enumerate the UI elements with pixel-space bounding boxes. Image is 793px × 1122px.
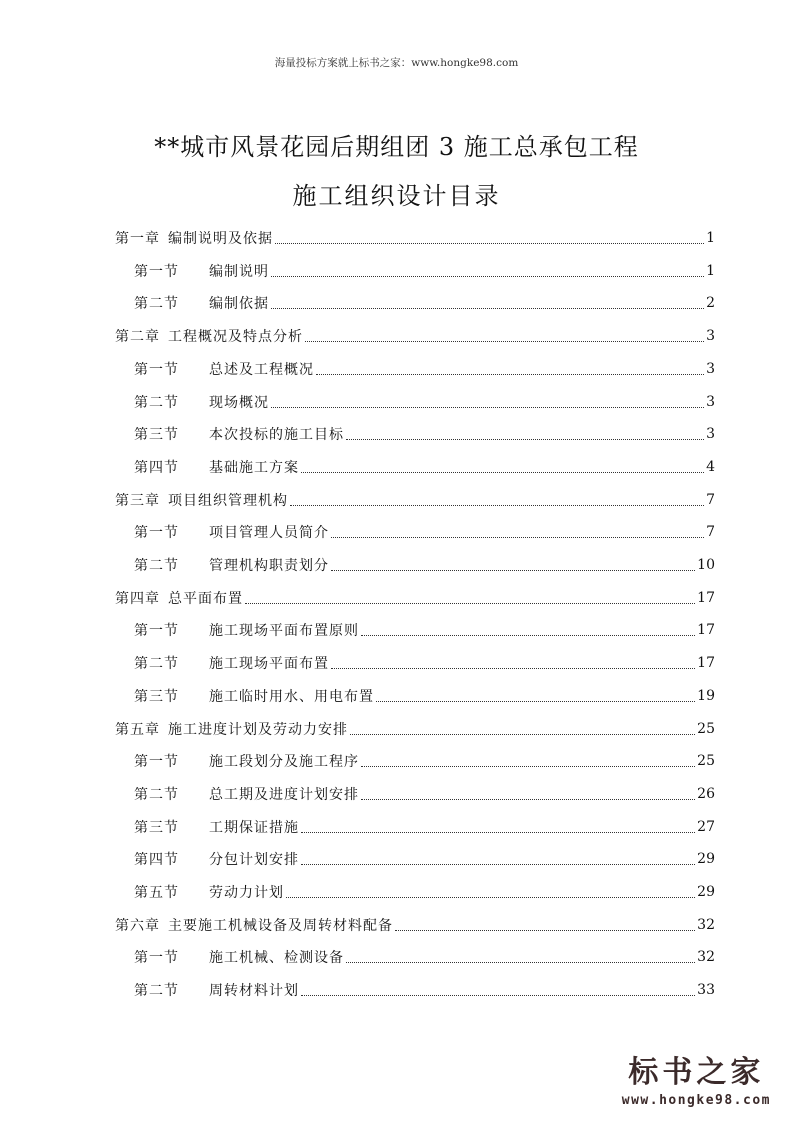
toc-page-number: 17: [697, 622, 715, 638]
toc-chapter-row[interactable]: [0, 321, 793, 351]
document-title: **城市风景花园后期组团 3 施工总承包工程: [154, 133, 639, 161]
toc-section-row[interactable]: [0, 844, 793, 874]
toc-entry-number: 第二节: [134, 395, 179, 411]
toc-entry-title: 施工进度计划及劳动力安排: [168, 722, 348, 738]
toc-section-row[interactable]: [0, 452, 793, 482]
toc-dot-leader: [346, 961, 695, 963]
toc-entry-label: [134, 751, 359, 771]
toc-page-number: 29: [697, 884, 715, 900]
toc-section-row[interactable]: [0, 746, 793, 776]
toc-entry-number: 第三节: [134, 689, 179, 705]
toc-page-number: 1: [706, 263, 715, 279]
toc-entry-number: 第一节: [134, 362, 179, 378]
toc-entry-label: [115, 490, 288, 510]
toc-dot-leader: [395, 929, 695, 931]
toc-entry-title: 分包计划安排: [209, 852, 299, 868]
toc-entry-title: 总平面布置: [168, 591, 243, 607]
toc-page-number: 25: [697, 721, 715, 737]
toc-entry-label: [134, 686, 374, 706]
brand-logo: [622, 1047, 771, 1108]
toc-entry-title: 编制依据: [209, 296, 269, 312]
toc-entry-title: 施工现场平面布置原则: [209, 623, 359, 639]
page-header: 海量投标方案就上标书之家：www.hongke98.com: [274, 57, 519, 69]
toc-page-number: 7: [706, 524, 715, 540]
toc-entry-number: 第一章: [115, 231, 160, 247]
toc-entry-label: [134, 424, 344, 444]
brand-url: www.hongke98.com: [621, 1093, 771, 1108]
toc-section-row[interactable]: [0, 288, 793, 318]
toc-dot-leader: [245, 602, 695, 604]
toc-entry-label: [134, 620, 359, 640]
toc-entry-number: 第五章: [115, 722, 160, 738]
toc-page-number: 1: [706, 230, 715, 246]
toc-page-number: 27: [697, 819, 715, 835]
toc-entry-number: 第二节: [134, 983, 179, 999]
toc-dot-leader: [331, 536, 704, 538]
toc-page-number: 3: [706, 394, 715, 410]
toc-dot-leader: [301, 831, 695, 833]
toc-entry-title: 工程概况及特点分析: [168, 329, 303, 345]
toc-section-row[interactable]: [0, 877, 793, 907]
toc-entry-number: 第四节: [134, 460, 179, 476]
toc-page-number: 4: [706, 459, 715, 475]
toc-entry-number: 第三章: [115, 493, 160, 509]
toc-entry-label: [115, 326, 303, 346]
toc-dot-leader: [275, 242, 704, 244]
toc-page-number: 32: [697, 917, 715, 933]
toc-dot-leader: [286, 896, 695, 898]
toc-entry-label: [134, 947, 344, 967]
toc-entry-number: 第三节: [134, 820, 179, 836]
toc-page-number: 3: [706, 361, 715, 377]
toc-entry-title: 总工期及进度计划安排: [209, 787, 359, 803]
toc-entry-label: [134, 980, 299, 1000]
toc-page-number: 26: [697, 786, 715, 802]
toc-section-row[interactable]: [0, 779, 793, 809]
toc-dot-leader: [376, 700, 695, 702]
toc-chapter-row[interactable]: [0, 714, 793, 744]
toc-dot-leader: [271, 307, 704, 309]
toc-entry-title: 工期保证措施: [209, 820, 299, 836]
toc-page-number: 17: [697, 590, 715, 606]
toc-entry-label: [115, 228, 273, 248]
toc-entry-label: [134, 293, 269, 313]
brand-name: 标书之家: [628, 1055, 765, 1090]
toc-entry-title: 施工临时用水、用电布置: [209, 689, 374, 705]
toc-page-number: 3: [706, 328, 715, 344]
toc-entry-label: [134, 849, 299, 869]
toc-dot-leader: [316, 373, 704, 375]
toc-chapter-row[interactable]: [0, 583, 793, 613]
toc-section-row[interactable]: [0, 648, 793, 678]
toc-page-number: 19: [697, 688, 715, 704]
toc-chapter-row[interactable]: [0, 910, 793, 940]
toc-entry-title: 基础施工方案: [209, 460, 299, 476]
toc-section-row[interactable]: [0, 354, 793, 384]
toc-section-row[interactable]: [0, 256, 793, 286]
toc-page-number: 32: [697, 949, 715, 965]
toc-page-number: 29: [697, 851, 715, 867]
toc-dot-leader: [290, 504, 704, 506]
toc-entry-number: 第二节: [134, 656, 179, 672]
toc-dot-leader: [361, 634, 695, 636]
toc-dot-leader: [271, 275, 704, 277]
toc-dot-leader: [301, 863, 695, 865]
toc-entry-number: 第五节: [134, 885, 179, 901]
toc-dot-leader: [271, 406, 704, 408]
toc-entry-title: 编制说明及依据: [168, 231, 273, 247]
toc-entry-label: [134, 784, 359, 804]
toc-entry-label: [115, 719, 348, 739]
toc-section-row[interactable]: [0, 550, 793, 580]
toc-entry-label: [134, 457, 299, 477]
toc-entry-title: 施工机械、检测设备: [209, 950, 344, 966]
toc-entry-title: 劳动力计划: [209, 885, 284, 901]
toc-dot-leader: [301, 994, 695, 996]
toc-entry-label: [134, 882, 284, 902]
toc-dot-leader: [331, 667, 695, 669]
toc-entry-label: [134, 817, 299, 837]
toc-section-row[interactable]: [0, 419, 793, 449]
toc-entry-title: 主要施工机械设备及周转材料配备: [168, 918, 393, 934]
toc-page-number: 7: [706, 492, 715, 508]
toc-dot-leader: [305, 340, 704, 342]
toc-page-number: 17: [697, 655, 715, 671]
toc-entry-label: [115, 915, 393, 935]
toc-entry-number: 第四章: [115, 591, 160, 607]
toc-entry-title: 编制说明: [209, 264, 269, 280]
toc-dot-leader: [301, 471, 704, 473]
toc-page-number: 33: [697, 982, 715, 998]
toc-section-row[interactable]: [0, 615, 793, 645]
toc-dot-leader: [361, 798, 695, 800]
toc-entry-label: [134, 653, 329, 673]
toc-section-row[interactable]: [0, 812, 793, 842]
toc-page-number: 25: [697, 753, 715, 769]
toc-dot-leader: [350, 733, 695, 735]
toc-entry-number: 第六章: [115, 918, 160, 934]
toc-entry-title: 项目组织管理机构: [168, 493, 288, 509]
toc-entry-title: 总述及工程概况: [209, 362, 314, 378]
toc-entry-title: 现场概况: [209, 395, 269, 411]
toc-page-number: 3: [706, 426, 715, 442]
toc-entry-title: 项目管理人员简介: [209, 525, 329, 541]
toc-section-row[interactable]: [0, 975, 793, 1005]
toc-page-number: 2: [706, 295, 715, 311]
toc-entry-number: 第二章: [115, 329, 160, 345]
toc-section-row[interactable]: [0, 942, 793, 972]
toc-entry-number: 第一节: [134, 754, 179, 770]
toc-entry-title: 施工现场平面布置: [209, 656, 329, 672]
toc-entry-number: 第一节: [134, 623, 179, 639]
toc-section-row[interactable]: [0, 517, 793, 547]
toc-entry-label: [134, 359, 314, 379]
toc-entry-label: [134, 522, 329, 542]
toc-entry-number: 第一节: [134, 525, 179, 541]
toc-chapter-row[interactable]: [0, 485, 793, 515]
toc-entry-number: 第二节: [134, 296, 179, 312]
toc-entry-number: 第一节: [134, 264, 179, 280]
toc-entry-label: [134, 261, 269, 281]
toc-entry-label: [115, 588, 243, 608]
toc-page-number: 10: [697, 557, 715, 573]
toc-entry-title: 施工段划分及施工程序: [209, 754, 359, 770]
toc-section-row[interactable]: [0, 681, 793, 711]
toc-entry-number: 第三节: [134, 427, 179, 443]
toc-dot-leader: [361, 765, 695, 767]
document-subtitle: 施工组织设计目录: [292, 182, 501, 210]
toc-dot-leader: [331, 569, 695, 571]
toc-entry-number: 第四节: [134, 852, 179, 868]
toc-entry-label: [134, 392, 269, 412]
toc-dot-leader: [346, 438, 704, 440]
toc-entry-title: 周转材料计划: [209, 983, 299, 999]
toc-entry-title: 本次投标的施工目标: [209, 427, 344, 443]
toc-chapter-row[interactable]: [0, 223, 793, 253]
toc-entry-label: [134, 555, 329, 575]
toc-entry-number: 第二节: [134, 787, 179, 803]
toc-section-row[interactable]: [0, 387, 793, 417]
toc-entry-number: 第一节: [134, 950, 179, 966]
toc-entry-title: 管理机构职责划分: [209, 558, 329, 574]
toc-entry-number: 第二节: [134, 558, 179, 574]
